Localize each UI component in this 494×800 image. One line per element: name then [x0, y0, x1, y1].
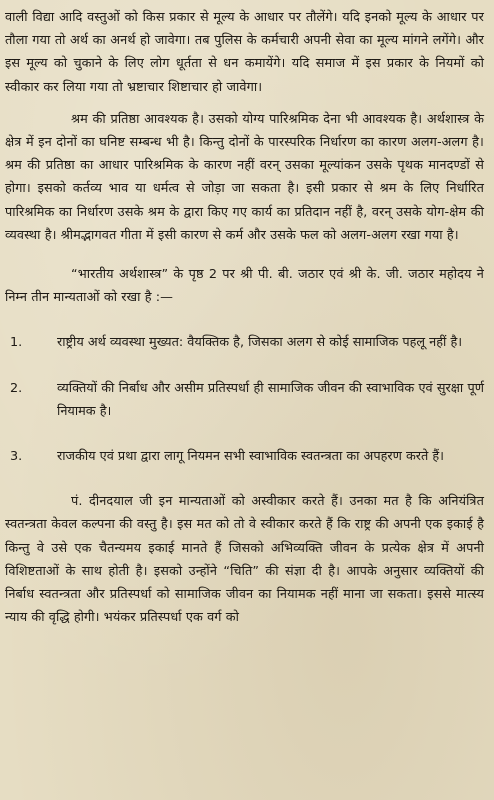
- list-number: 1.: [10, 335, 23, 351]
- spacer: [5, 355, 484, 377]
- list-text: राष्ट्रीय अर्थ व्यवस्था मुख्यत: वैयक्तिक है, जिसका अलग से कोई सामाजिक पहलू नहीं है।: [57, 335, 463, 351]
- spacer: [5, 423, 484, 445]
- paragraph-1: वाली विद्या आदि वस्तुओं को किस प्रकार से मूल्य के आधार पर तौलेंगे। यदि इनको मूल्य के आधार पर तौला गया तो अर्थ का अनर्थ हो जावेगा। तब पुलिस के कर्मचारी अपनी सेवा का मूल्य मांगने लगेंगे। और इस मूल्य को चुकाने के लिए लोग धूर्तता से धन कमायेंगे। यदि समाज में इस प्रकार के नियमों को स्वीकार कर लिया गया तो भ्रष्टाचार शिष्टाचार हो जावेगा।: [5, 10, 484, 95]
- paragraph-4: पं. दीनदयाल जी इन मान्यताओं को अस्वीकार करते हैं। उनका मत है कि अनियंत्रित स्वतन्त्रता केवल कल्पना की वस्तु है। इस मत को तो वे स्वीकार करते हैं कि राष्ट्र की अपनी एक इकाई है किन्तु वे उसे एक चैतन्यमय इकाई मानते हैं जिसको अभिव्यक्ति जीवन के प्रत्येक क्षेत्र में अपनी विशिष्टताओं के साथ होती है। इसको उन्होंने “चिति” की संज्ञा दी है। आपके अनुसार व्यक्तियों की निर्बाध स्वतन्त्रता और प्रतिस्पर्धा को सामाजिक जीवन का नियामक नहीं माना जा सकता। इससे मात्स्य न्याय की वृद्धि होगी। भयंकर प्रतिस्पर्धा एक वर्ग को: [5, 494, 484, 626]
- spacer: [5, 468, 484, 490]
- spacer: [5, 247, 484, 263]
- list-text: राजकीय एवं प्रथा द्वारा लागू नियमन सभी स्वाभाविक स्वतन्त्रता का अपहरण करते हैं।: [57, 449, 445, 465]
- list-item-2: [5, 377, 484, 423]
- list-item-1: [5, 331, 484, 354]
- paragraph-3: “भारतीय अर्थशास्त्र” के पृष्ठ 2 पर श्री पी. बी. जठार एवं श्री के. जी. जठार महोदय ने निम्न तीन मान्यताओं को रखा है :—: [5, 267, 484, 306]
- list-text: व्यक्तियों की निर्बाध और असीम प्रतिस्पर्धा ही सामाजिक जीवन की स्वाभाविक एवं सुरक्षा पूर्ण नियामक है।: [57, 380, 484, 419]
- list-number: 3.: [10, 449, 23, 465]
- list-item-3: [5, 445, 484, 468]
- paragraph-2: श्रम की प्रतिष्ठा आवश्यक है। उसको योग्य पारिश्रमिक देना भी आवश्यक है। अर्थशास्त्र के क्षेत्र में इन दोनों का घनिष्ट सम्बन्ध भी है। किन्तु दोनों के पारस्परिक निर्धारण का कारण अलग-अलग है। श्रम की प्रतिष्ठा का आधार पारिश्रमिक के कारण नहीं वरन् उसका मूल्यांकन उसके पृथक मानदण्डों से होगा। इसको कर्तव्य भाव या धर्मत्व से जोड़ा जा सकता है। इसी प्रकार से श्रम के लिए निर्धारित पारिश्रमिक का निर्धारण उसके श्रम के द्वारा किए गए कार्य का प्रतिदान नहीं है, वरन् उसके योग-क्षेम की व्यवस्था है। श्रीमद्भागवत गीता में इसी कारण से कर्म और उसके फल को अलग-अलग रखा गया है।: [5, 111, 484, 243]
- list-number: 2.: [10, 380, 23, 396]
- spacer: [5, 99, 484, 108]
- spacer: [5, 309, 484, 331]
